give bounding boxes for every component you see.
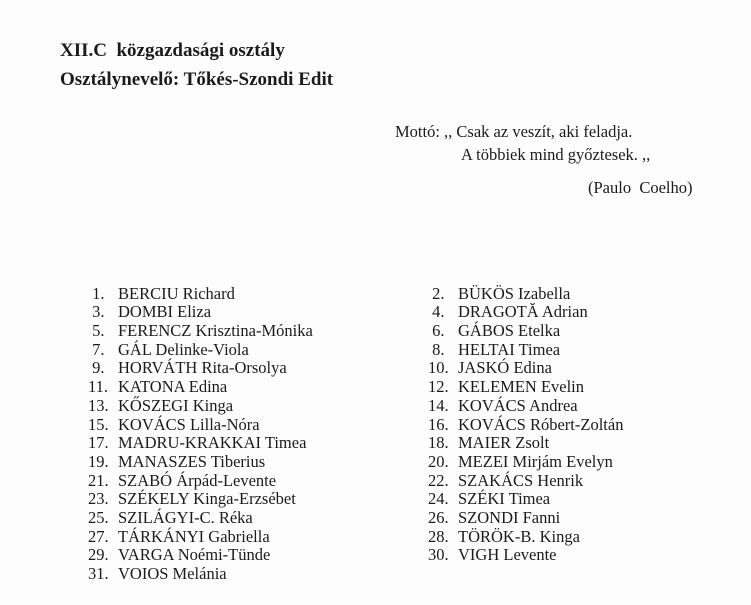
list-item-number: 16. (428, 414, 449, 434)
list-item-name: KŐSZEGI Kinga (118, 395, 234, 415)
list-item-number: 26. (428, 507, 449, 527)
list-item-name: GÁBOS Etelka (458, 321, 561, 341)
list-item-name: JASKÓ Edina (458, 358, 552, 378)
list-item-name: KOVÁCS Lilla-Nóra (118, 414, 260, 434)
list-item-name: DRAGOTĂ Adrian (458, 302, 588, 322)
list-item-number: 17. (88, 433, 109, 453)
list-item-number: 27. (88, 526, 109, 546)
list-item-number: 8. (428, 339, 445, 359)
roster-left-column (55, 266, 313, 584)
list-item-name: BERCIU Richard (118, 283, 235, 303)
list-item-name: BÜKÖS Izabella (458, 283, 571, 303)
list-item-name: TÁRKÁNYI Gabriella (118, 526, 270, 546)
class-title: XII.C közgazdasági osztály (60, 40, 285, 61)
list-item-number: 6. (428, 321, 445, 341)
list-item-number: 23. (88, 489, 109, 509)
list-item-name: KOVÁCS Róbert-Zoltán (458, 414, 624, 434)
list-item-name: SZÉKELY Kinga-Erzsébet (118, 489, 296, 509)
list-item-name: SZÉKI Timea (458, 489, 551, 509)
list-item-name: MAIER Zsolt (458, 433, 550, 453)
list-item-number: 14. (428, 395, 449, 415)
list-item-number: 10. (428, 358, 449, 378)
list-item-name: VIGH Levente (458, 545, 557, 565)
list-item-number: 11. (88, 377, 109, 397)
list-item-name: HORVÁTH Rita-Orsolya (118, 358, 287, 378)
list-item-name: KOVÁCS Andrea (458, 395, 578, 415)
list-item-name: GÁL Delinke-Viola (118, 339, 249, 359)
list-item-name: SZILÁGYI-C. Réka (118, 507, 253, 527)
list-item-name: HELTAI Timea (458, 339, 561, 359)
list-item-name: VOIOS Melánia (118, 564, 227, 584)
class-teacher: Osztálynevelő: Tőkés-Szondi Edit (60, 69, 334, 90)
list-item-number: 29. (88, 545, 109, 565)
list-item-name: MADRU-KRAKKAI Timea (118, 433, 307, 453)
list-item (55, 266, 313, 303)
motto-line-2: A többiek mind győztesek. ,, (461, 145, 651, 164)
list-item-name: TÖRÖK-B. Kinga (458, 526, 580, 546)
list-item-number: 28. (428, 526, 449, 546)
list-item-number: 24. (428, 489, 449, 509)
list-item-name: SZONDI Fanni (458, 507, 561, 527)
list-item-name: SZABÓ Árpád-Levente (118, 470, 277, 490)
motto-line-1: Mottó: ,, Csak az veszít, aki feladja. (395, 122, 633, 141)
roster-right-column (395, 266, 624, 565)
list-item-number: 4. (428, 302, 445, 322)
list-item-name: DOMBI Eliza (118, 302, 212, 322)
list-item-number: 3. (88, 302, 105, 322)
class-header (60, 36, 333, 94)
list-item (395, 266, 623, 303)
list-item-name: SZAKÁCS Henrik (458, 470, 584, 490)
list-item-number: 19. (88, 451, 109, 471)
list-item-number: 1. (88, 283, 105, 303)
list-item-number: 13. (88, 395, 109, 415)
motto-attribution: (Paulo Coelho) (588, 178, 693, 197)
list-item-name: KATONA Edina (118, 377, 228, 397)
list-item-number: 2. (428, 283, 445, 303)
list-item-number: 5. (88, 321, 105, 341)
list-item-number: 12. (428, 377, 449, 397)
list-item-number: 18. (428, 433, 449, 453)
motto-block (395, 120, 650, 166)
list-item-number: 31. (88, 564, 109, 584)
list-item-number: 25. (88, 507, 109, 527)
list-item-number: 30. (428, 545, 449, 565)
list-item-number: 9. (88, 358, 105, 378)
list-item-name: KELEMEN Evelin (458, 377, 585, 397)
list-item-number: 21. (88, 470, 109, 490)
list-item-name: VARGA Noémi-Tünde (118, 545, 271, 565)
list-item-name: FERENCZ Krisztina-Mónika (118, 321, 313, 341)
list-item-number: 20. (428, 451, 449, 471)
list-item-number: 15. (88, 414, 109, 434)
list-item-name: MANASZES Tiberius (118, 451, 266, 471)
list-item-number: 22. (428, 470, 449, 490)
list-item-number: 7. (88, 339, 105, 359)
list-item-name: MEZEI Mirjám Evelyn (458, 451, 613, 471)
